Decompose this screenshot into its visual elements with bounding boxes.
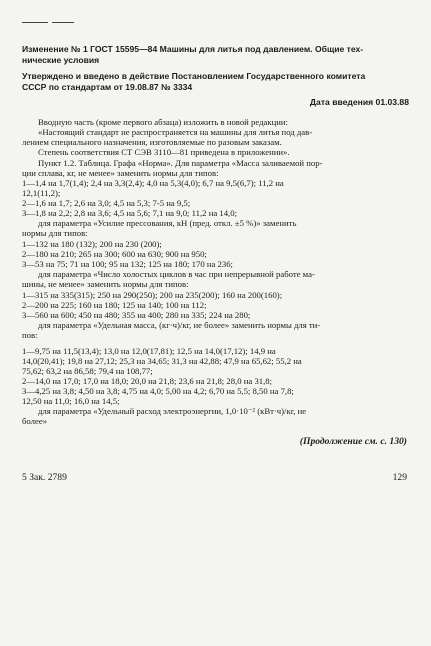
body-line: 12,50 на 11,0; 16,0 на 14,5; xyxy=(22,396,120,406)
body-line: нормы для типов: xyxy=(22,228,88,238)
page-number: 129 xyxy=(392,472,407,483)
body-line: для параметра «Усилие прессования, кН (пред. откл. ±5 %)» заменить xyxy=(38,218,297,228)
body-line: «Настоящий стандарт не распространяется на машины для литья под дав- xyxy=(38,127,313,137)
body-line: 2—1,6 на 1,7; 2,6 на 3,0; 4,5 на 5,3; 7-5 на 9,5; xyxy=(22,198,191,208)
body-line: 3—53 на 75; 71 на 100; 95 на 132; 125 на 180; 170 на 236; xyxy=(22,259,233,269)
footer-order-number: 5 Зак. 2789 xyxy=(22,472,67,483)
body-line: пов: xyxy=(22,330,38,340)
amendment-title: Изменение № 1 ГОСТ 15595—84 Машины для литья под давлением. Общие тех- xyxy=(22,44,364,54)
body-line: для параметра «Число холостых циклов в час при непрерывной работе ма- xyxy=(38,269,315,279)
body-line: 3—560 на 600; 450 на 480; 355 на 400; 280 на 335; 224 на 280; xyxy=(22,310,251,320)
body-line: 2—200 на 225; 160 на 180; 125 на 140; 100 на 112; xyxy=(22,300,207,310)
body-line: лением специального назначения, изготовляемые по разовым заказам. xyxy=(22,137,282,147)
body-line: 3—4,25 на 3,8; 4,50 на 3,8; 4,75 на 4,0; 5,00 на 4,2; 6,70 на 5,5; 8,50 на 7,8; xyxy=(22,386,294,396)
body-line: ции сплава, кг, не менее» заменить нормы для типов: xyxy=(22,168,219,178)
effective-date: Дата введения 01.03.88 xyxy=(309,97,409,107)
header-rule xyxy=(52,22,74,23)
body-line: Степень соответствия СТ СЭВ 3110—81 приведена в приложении». xyxy=(38,147,290,157)
body-line: более» xyxy=(22,416,48,426)
body-line: Вводную часть (кроме первого абзаца) изложить в новой редакции: xyxy=(38,117,288,127)
approval-statement-cont: СССР по стандартам от 19.08.87 № 3334 xyxy=(22,82,193,92)
body-line: 12,1(11,2); xyxy=(22,188,61,198)
body-line: 3—1,8 на 2,2; 2,8 на 3,6; 4,5 на 5,6; 7,1 на 9,0; 11,2 на 14,0; xyxy=(22,208,237,218)
body-line: 2—180 на 210; 265 на 300; 600 на 630; 900 на 950; xyxy=(22,249,207,259)
body-line: для параметра «Удельный расход электроэнергии, 1,0·10⁻² (кВт·ч)/кг, не xyxy=(38,406,307,416)
body-line: Пункт 1.2. Таблица. Графа «Норма». Для параметра «Масса заливаемой пор- xyxy=(38,158,323,168)
header-rule xyxy=(22,22,48,23)
body-line: шины, не менее» заменить нормы для типов: xyxy=(22,279,189,289)
body-line: 1—9,75 на 11,5(13,4); 13,0 на 12,0(17,81); 12,5 на 14,0(17,12); 14,9 на xyxy=(22,346,276,356)
body-line: 1—1,4 на 1,7(1,4); 2,4 на 3,3(2,4); 4,0 на 5,3(4,0); 6,7 на 9,5(6,7); 11,2 на xyxy=(22,178,284,188)
body-line: 1—132 на 180 (132); 200 на 230 (200); xyxy=(22,239,162,249)
approval-statement: Утверждено и введено в действие Постановлением Государственного комитета xyxy=(22,71,366,81)
body-line: 14,0(20,41); 19,8 на 27,12; 25,3 на 34,65; 31,3 на 42,88; 47,9 на 65,62; 55,2 на xyxy=(22,356,302,366)
continuation-note: (Продолжение см. с. 130) xyxy=(299,436,407,447)
body-line: для параметра «Удельная масса, (кг·ч)/кг, не более» заменить нормы для ти- xyxy=(38,320,321,330)
body-line: 75,62; 63,2 на 86,58; 79,4 на 108,77; xyxy=(22,366,153,376)
body-line: 2—14,0 на 17,0; 17,0 на 18,0; 20,0 на 21,8; 23,6 на 21,8; 28,0 на 31,8; xyxy=(22,376,273,386)
body-line: 1—315 на 335(315); 250 на 290(250); 200 на 235(200); 160 на 200(160); xyxy=(22,290,283,300)
amendment-title-cont: нические условия xyxy=(22,55,100,65)
